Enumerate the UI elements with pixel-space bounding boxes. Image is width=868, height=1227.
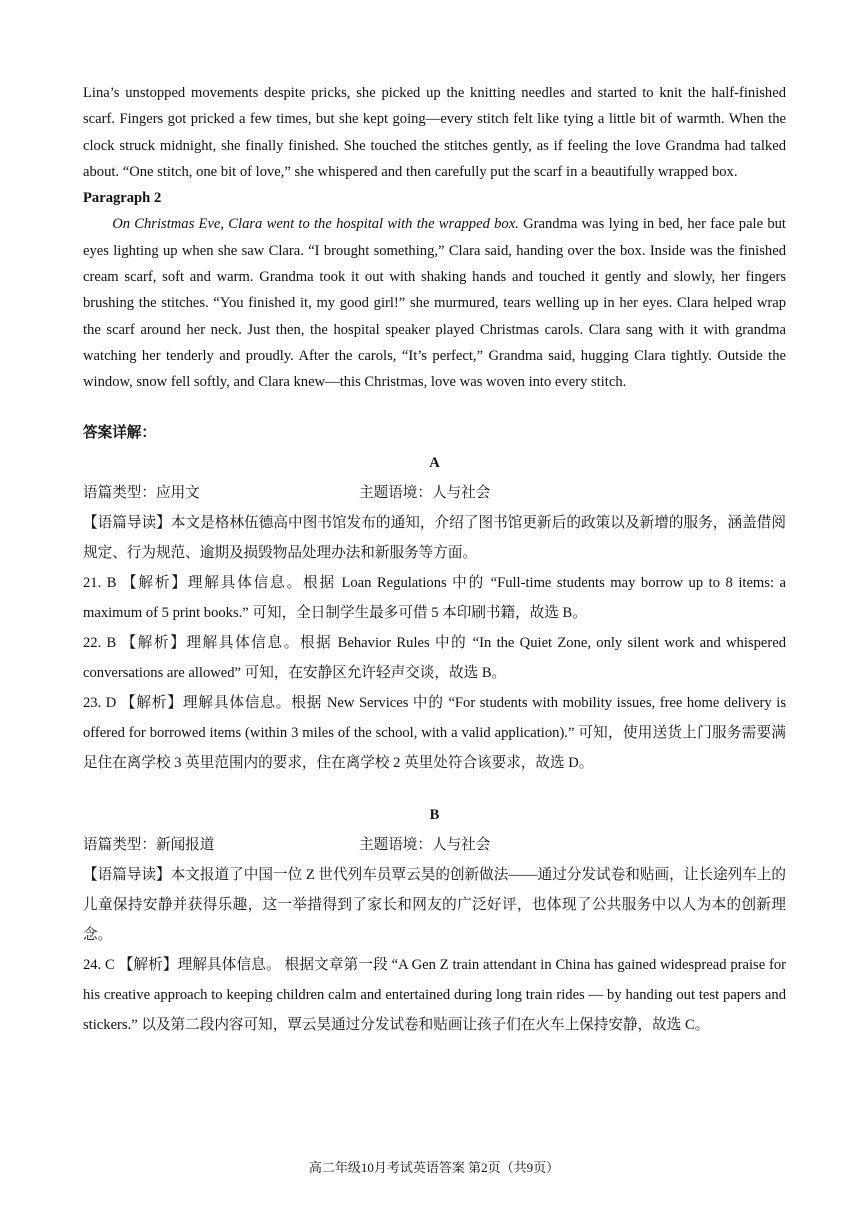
section-a-intro: 【语篇导读】本文是格林伍德高中图书馆发布的通知，介绍了图书馆更新后的政策以及新增的服务，涵盖借阅规定、行为规范、逾期及损毁物品处理办法和新服务等方面。 [83, 514, 786, 561]
section-a-theme: 主题语境：人与社会 [359, 484, 491, 501]
paragraph-2-body: Grandma was lying in bed, her face pale but eyes lighting up when she saw Clara. “I brought something,” Clara said, handing over the box. Inside was the finished cream scarf, soft and warm. Grandma took it out with shaking hands and touched it gently and slowly, her fingers brushing the stitches. “You finished it, my good girl!” she murmured, tears welling up in her eyes. Clara helped wrap the scarf around her neck. Just then, the hospital speaker played Christmas carols. Clara sang with it with grandma watching her tenderly and proudly. After the carols, “It’s perfect,” Grandma said, hugging Clara tightly. Outside the window, snow fell softly, and Clara knew—this Christmas, love was woven into every stitch. [83, 216, 786, 391]
section-b-letter: B [429, 806, 440, 823]
paragraph-2-opening-sentence: On Christmas Eve, Clara went to the hospital with the wrapped box. [112, 216, 519, 233]
answer-23: 23. D 【解析】理解具体信息。根据 New Services 中的 “For students with mobility issues, free home delivery is offered for borrowed items (within 3 miles of the school, with a valid application).” 可知，使用送货上门服务需要满足住在离学校 3 英里范围内的要求，住在离学校 2 英里处符合该要求，故选 D。 [83, 694, 786, 771]
answers-heading: 答案详解： [83, 424, 156, 441]
story-paragraph-1: Lina’s unstopped movements despite pricks, she picked up the knitting needles and started to knit the half-finished scarf. Fingers got pricked a few times, but she kept going—every stitch felt like tying a little bit of warmth. When the clock struck midnight, she finally finished. She touched the stitches gently, as if feeling the love Grandma had talked about. “One stitch, one bit of love,” she whispered and then carefully put the scarf in a beautifully wrapped box. [83, 85, 786, 180]
section-b-meta [83, 830, 786, 860]
section-a-meta [83, 478, 786, 508]
section-b-type: 语篇类型：新闻报道 [83, 836, 215, 853]
page-footer: 高二年级10月考试英语答案 第2页（共9页） [308, 1160, 560, 1175]
answer-22: 22. B 【解析】理解具体信息。根据 Behavior Rules 中的 “In the Quiet Zone, only silent work and whispered conversations are allowed” 可知，在安静区允许轻声交谈，故选 B。 [83, 634, 786, 681]
document-page [83, 80, 786, 1040]
answer-21: 21. B 【解析】理解具体信息。根据 Loan Regulations 中的 “Full-time students may borrow up to 8 items: a maximum of 5 print books.” 可知，全日制学生最多可借 5 本印刷书籍，故选 B。 [83, 574, 786, 621]
section-b-intro: 【语篇导读】本文报道了中国一位 Z 世代列车员覃云昊的创新做法——通过分发试卷和贴画，让长途列车上的儿童保持安静并获得乐趣，这一举措得到了家长和网友的广泛好评，也体现了公共服务中以人为本的创新理念。 [83, 866, 786, 943]
answer-24: 24. C 【解析】理解具体信息。 根据文章第一段 “A Gen Z train attendant in China has gained widespread praise for his creative approach to keeping children calm and entertained during long train rides — by handing out test papers and stickers.” 以及第二段内容可知，覃云昊通过分发试卷和贴画让孩子们在火车上保持安静，故选 C。 [83, 956, 786, 1033]
paragraph-2-heading: Paragraph 2 [83, 190, 162, 207]
section-a-type: 语篇类型：应用文 [83, 484, 200, 501]
section-a-letter: A [429, 454, 440, 471]
story-paragraph-2 [83, 211, 786, 395]
section-b-theme: 主题语境：人与社会 [359, 836, 491, 853]
